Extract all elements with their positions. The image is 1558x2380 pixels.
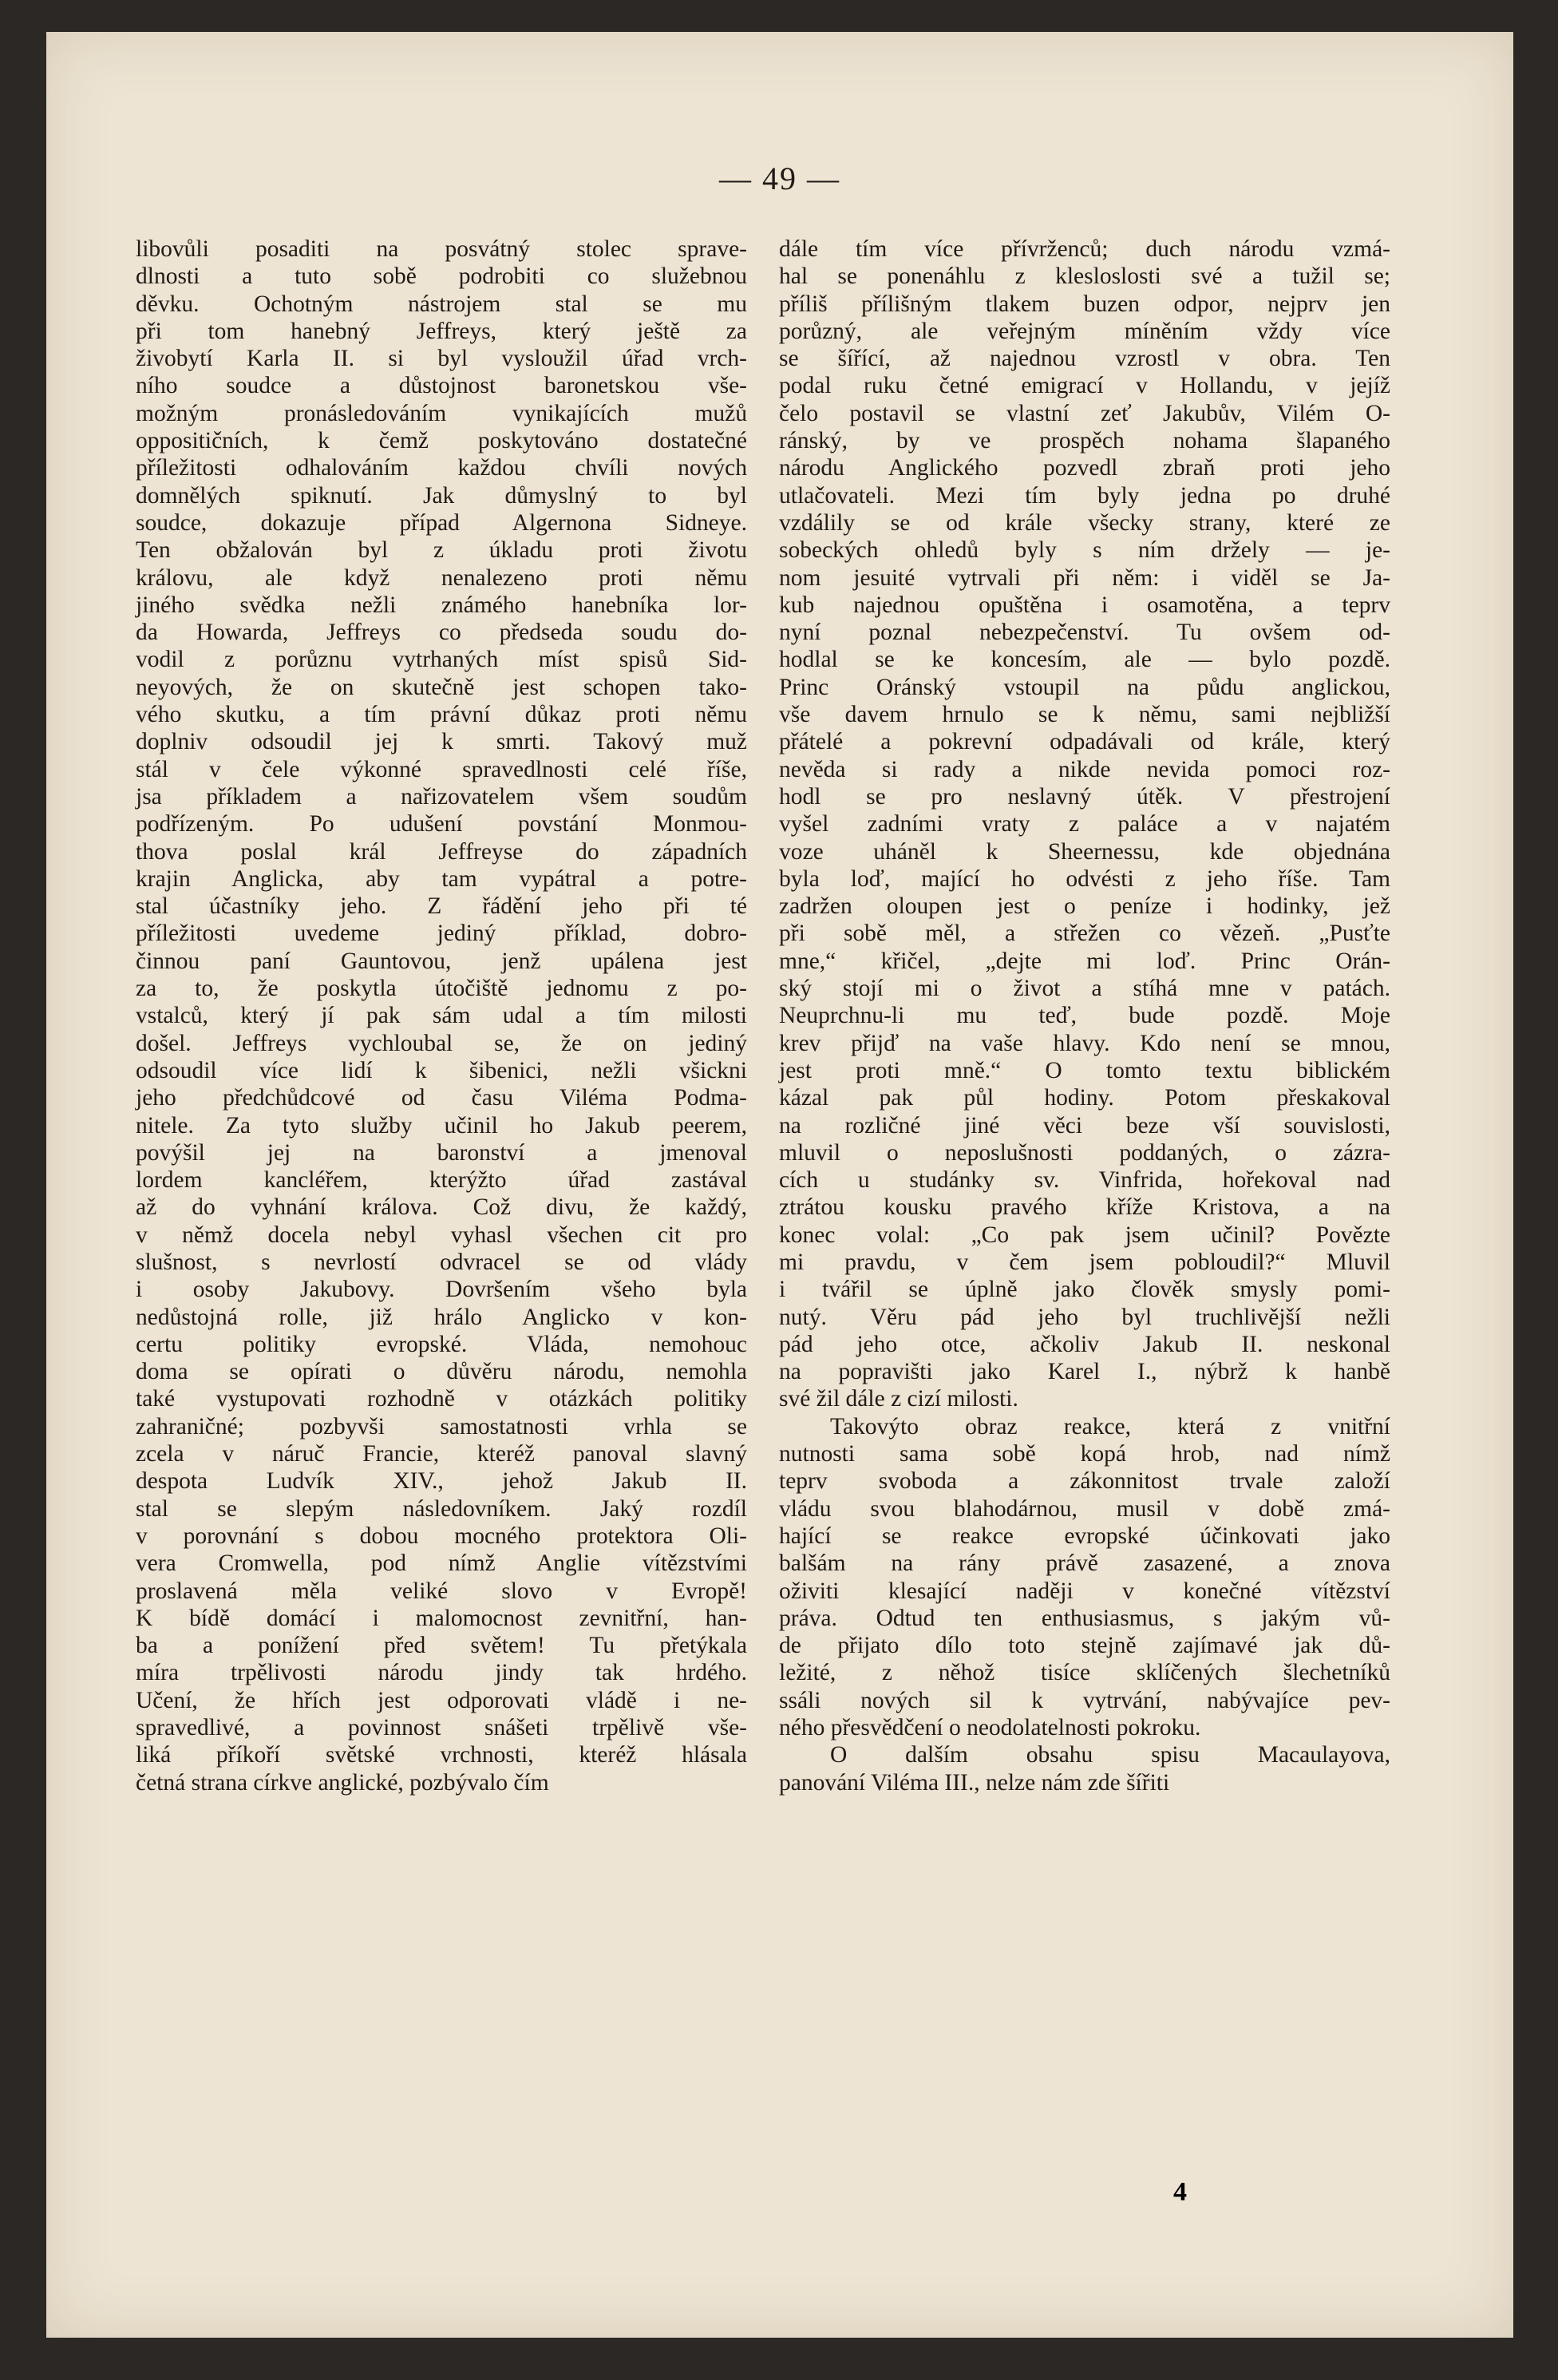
- text-line: vodil z porůznu vytrhaných míst spisů Sid-: [136, 647, 747, 673]
- signature-mark: 4: [1173, 2177, 1187, 2207]
- text-column-right: [779, 236, 1390, 1796]
- text-line: liká příkoří světské vrchnosti, kteréž hlásala: [136, 1742, 747, 1768]
- text-line: balšám na rány právě zasazené, a znova: [779, 1550, 1390, 1577]
- text-line: možným pronásledováním vynikajících mužů: [136, 400, 747, 426]
- text-line: ztrátou kousku pravého kříže Kristova, a na: [779, 1194, 1390, 1221]
- text-line: čelo postavil se vlastní zeť Jakubův, Vilém O-: [779, 400, 1390, 426]
- text-line: doma se opírati o důvěru národu, nemohla: [136, 1359, 747, 1385]
- text-line: i osoby Jakubovy. Dovršením všeho byla: [136, 1277, 747, 1303]
- text-line: dlnosti a tuto sobě podrobiti co služebnou: [136, 263, 747, 290]
- text-line: despota Ludvík XIV., jehož Jakub II.: [136, 1468, 747, 1495]
- text-line: slušnost, s nevrlostí odvracel se od vlády: [136, 1249, 747, 1275]
- text-line: se šířící, až najednou vzrostl v obra. Ten: [779, 346, 1390, 372]
- text-line: neyových, že on skutečně jest schopen tako-: [136, 674, 747, 700]
- text-line: oppositičních, k čemž poskytováno dostatečné: [136, 428, 747, 454]
- text-line: ného přesvědčení o neodolatelnosti pokroku.: [779, 1715, 1201, 1741]
- text-line: míra trpělivosti národu jindy tak hrdého.: [136, 1660, 747, 1686]
- text-line: utlačovateli. Mezi tím byly jedna po druhé: [779, 482, 1390, 509]
- text-line: stál v čele výkonné spravedlnosti celé říše,: [136, 756, 747, 782]
- text-line: za to, že poskytla útočiště jednomu z po-: [136, 976, 747, 1002]
- text-line: stal účastníky jeho. Z řádění jeho při té: [136, 893, 747, 920]
- text-line: pád jeho otce, ačkoliv Jakub II. neskonal: [779, 1331, 1390, 1357]
- text-line: Neuprchnu-li mu teď, bude pozdě. Moje: [779, 1003, 1390, 1029]
- text-line: ního soudce a důstojnost baronetskou vše-: [136, 373, 747, 399]
- text-line: došel. Jeffreys vychloubal se, že on jediný: [136, 1030, 747, 1056]
- text-line: i tvářil se úplně jako člověk smysly pomi-: [779, 1277, 1390, 1303]
- text-line: vého skutku, a tím právní důkaz proti němu: [136, 702, 747, 728]
- text-line: porůzný, ale veřejným míněním vždy více: [779, 318, 1390, 344]
- text-line: kázal pak půl hodiny. Potom přeskakoval: [779, 1085, 1390, 1111]
- text-line: mne,“ křičel, „dejte mi loď. Princ Orán-: [779, 948, 1390, 974]
- text-line: thova poslal král Jeffreyse do západních: [136, 838, 747, 865]
- text-line: vstalců, který jí pak sám udal a tím milosti: [136, 1003, 747, 1029]
- text-line: doplniv odsoudil jej k smrti. Takový muž: [136, 729, 747, 755]
- text-line: v němž docela nebyl vyhasl všechen cit pro: [136, 1222, 747, 1248]
- text-line: podřízeným. Po udušení povstání Monmou-: [136, 811, 747, 838]
- text-line: hodlal se ke koncesím, ale — bylo pozdě.: [779, 647, 1390, 673]
- text-line: stal se slepým následovníkem. Jaký rozdíl: [136, 1495, 747, 1522]
- text-line: vše davem hrnulo se k němu, sami nejbližší: [779, 702, 1390, 728]
- text-line: Takovýto obraz reakce, která z vnitřní: [830, 1413, 1390, 1439]
- text-line: zahraničné; pozbyvši samostatnosti vrhla se: [136, 1413, 747, 1439]
- text-line: voze uháněl k Sheernessu, kde objednána: [779, 838, 1390, 865]
- text-line: konec volal: „Co pak jsem učinil? Povězte: [779, 1222, 1390, 1248]
- text-line: oživiti klesající naději v konečné vítězství: [779, 1578, 1390, 1604]
- text-line: K bídě domácí i malomocnost zevnitřní, han-: [136, 1605, 747, 1631]
- text-line: jiného svědka nežli známého hanebníka lor-: [136, 592, 747, 618]
- text-line: dále tím více přívrženců; duch národu vzmá-: [779, 236, 1390, 262]
- text-line: spravedlivé, a povinnost snášeti trpělivě vše-: [136, 1715, 747, 1741]
- text-line: na popravišti jako Karel I., nýbrž k hanbě: [779, 1359, 1390, 1385]
- text-line: své žil dále z cizí milosti.: [779, 1386, 1018, 1412]
- text-line: podal ruku četné emigrací v Hollandu, v jejíž: [779, 373, 1390, 399]
- text-line: v porovnání s dobou mocného protektora Oli-: [136, 1523, 747, 1549]
- text-line: O dalším obsahu spisu Macaulayova,: [830, 1742, 1390, 1768]
- text-line: de přijato dílo toto stejně zajímavé jak dů-: [779, 1633, 1390, 1659]
- text-line: byla loď, mající ho odvésti z jeho říše. Tam: [779, 865, 1390, 892]
- book-page: [46, 32, 1513, 2338]
- text-column-left: [136, 236, 747, 1796]
- text-line: na rozličné jiné věci beze vší souvislosti,: [779, 1112, 1390, 1139]
- text-line: mluvil o neposlušnosti poddaných, o zázra-: [779, 1139, 1390, 1166]
- text-line: Učení, že hřích jest odporovati vládě i ne-: [136, 1687, 747, 1713]
- text-line: zadržen oloupen jest o peníze i hodinky, jež: [779, 893, 1390, 920]
- text-line: jest proti mně.“ O tomto textu biblickém: [779, 1057, 1390, 1083]
- page-number: — 49 —: [719, 160, 840, 196]
- text-line: domnělých spiknutí. Jak důmyslný to byl: [136, 482, 747, 509]
- text-line: ba a ponížení před světem! Tu přetýkala: [136, 1633, 747, 1659]
- text-line: hodl se pro neslavný útěk. V přestrojení: [779, 783, 1390, 810]
- text-line: Ten obžalován byl z úkladu proti životu: [136, 537, 747, 564]
- text-line: vládu svou blahodárnou, musil v době zmá-: [779, 1495, 1390, 1522]
- text-line: vzdálily se od krále všecky strany, které ze: [779, 509, 1390, 536]
- text-line: krajin Anglicka, aby tam vypátral a potre-: [136, 865, 747, 892]
- text-line: při tom hanebný Jeffreys, který ještě za: [136, 318, 747, 344]
- text-line: nevěda si rady a nikde nevida pomoci roz-: [779, 756, 1390, 782]
- text-line: děvku. Ochotným nástrojem stal se mu: [136, 291, 747, 317]
- text-line: krev přijď na vaše hlavy. Kdo není se mnou,: [779, 1030, 1390, 1056]
- text-line: soudce, dokazuje případ Algernona Sidneye.: [136, 509, 747, 536]
- text-line: da Howarda, Jeffreys co předseda soudu do-: [136, 620, 747, 646]
- text-line: certu politiky evropské. Vláda, nemohouc: [136, 1331, 747, 1357]
- text-line: vyšel zadními vraty z paláce a v najatém: [779, 811, 1390, 838]
- text-line: nom jesuité vytrvali při něm: i viděl se Ja-: [779, 564, 1390, 591]
- text-line: panování Viléma III., nelze nám zde šířiti: [779, 1769, 1170, 1796]
- text-line: nyní poznal nebezpečenství. Tu ovšem od-: [779, 620, 1390, 646]
- text-line: lordem kancléřem, kterýžto úřad zastával: [136, 1167, 747, 1194]
- text-line: nutý. Věru pád jeho byl truchlivější nežli: [779, 1304, 1390, 1330]
- text-line: hal se ponenáhlu z klesloslosti své a tužil se;: [779, 263, 1390, 290]
- text-line: libovůli posaditi na posvátný stolec sprave-: [136, 236, 747, 262]
- text-line: sobeckých ohledů byly s ním držely — je-: [779, 537, 1390, 564]
- text-line: příležitosti odhalováním každou chvíli nových: [136, 455, 747, 481]
- text-line: přátelé a pokrevní odpadávali od krále, který: [779, 729, 1390, 755]
- text-line: královu, ale když nenalezeno proti němu: [136, 564, 747, 591]
- text-line: při sobě měl, a střežen co vězeň. „Pusťte: [779, 921, 1390, 947]
- text-line: také vystupovati rozhodně v otázkách politiky: [136, 1386, 747, 1412]
- text-line: národu Anglického pozvedl zbraň proti jeho: [779, 455, 1390, 481]
- text-line: odsoudil více lidí k šibenici, nežli všickni: [136, 1057, 747, 1083]
- text-line: četná strana církve anglické, pozbývalo čím: [136, 1769, 549, 1796]
- text-line: mi pravdu, v čem jsem pobloudil?“ Mluvil: [779, 1249, 1390, 1275]
- text-line: živobytí Karla II. si byl vysloužil úřad vrch-: [136, 346, 747, 372]
- text-line: hající se reakce evropské účinkovati jako: [779, 1523, 1390, 1549]
- text-line: nedůstojná rolle, již hrálo Anglicko v kon-: [136, 1304, 747, 1330]
- text-line: nitele. Za tyto služby učinil ho Jakub peerem,: [136, 1112, 747, 1139]
- text-line: jsa příkladem a nařizovatelem všem soudům: [136, 783, 747, 810]
- text-line: povýšil jej na baronství a jmenoval: [136, 1139, 747, 1166]
- text-line: práva. Odtud ten enthusiasmus, s jakým vů-: [779, 1605, 1390, 1631]
- text-line: cích u studánky sv. Vinfrida, hořekoval nad: [779, 1167, 1390, 1194]
- text-line: proslavená měla veliké slovo v Evropě!: [136, 1578, 747, 1604]
- text-line: teprv svoboda a zákonnitost trvale založí: [779, 1468, 1390, 1495]
- text-line: Princ Oránský vstoupil na půdu anglickou,: [779, 674, 1390, 700]
- text-line: ležité, z něhož tisíce sklíčených šlechetníků: [779, 1660, 1390, 1686]
- text-line: nutnosti sama sobě kopá hrob, nad nímž: [779, 1441, 1390, 1467]
- text-line: až do vyhnání králova. Což divu, že každý,: [136, 1194, 747, 1221]
- text-line: ránský, by ve prospěch nohama šlapaného: [779, 428, 1390, 454]
- text-line: příležitosti uvedeme jediný příklad, dobro-: [136, 921, 747, 947]
- text-line: příliš přílišným tlakem buzen odpor, nejprv jen: [779, 291, 1390, 317]
- text-line: vera Cromwella, pod nímž Anglie vítězstvími: [136, 1550, 747, 1577]
- text-line: ský stojí mi o život a stíhá mne v patách.: [779, 976, 1390, 1002]
- text-line: kub najednou opuštěna i osamotěna, a teprv: [779, 592, 1390, 618]
- text-line: činnou paní Gauntovou, jenž upálena jest: [136, 948, 747, 974]
- text-line: zcela v náruč Francie, kteréž panoval slavný: [136, 1441, 747, 1467]
- text-line: jeho předchůdcové od času Viléma Podma-: [136, 1085, 747, 1111]
- text-line: ssáli nových sil k vytrvání, nabývajíce pev-: [779, 1687, 1390, 1713]
